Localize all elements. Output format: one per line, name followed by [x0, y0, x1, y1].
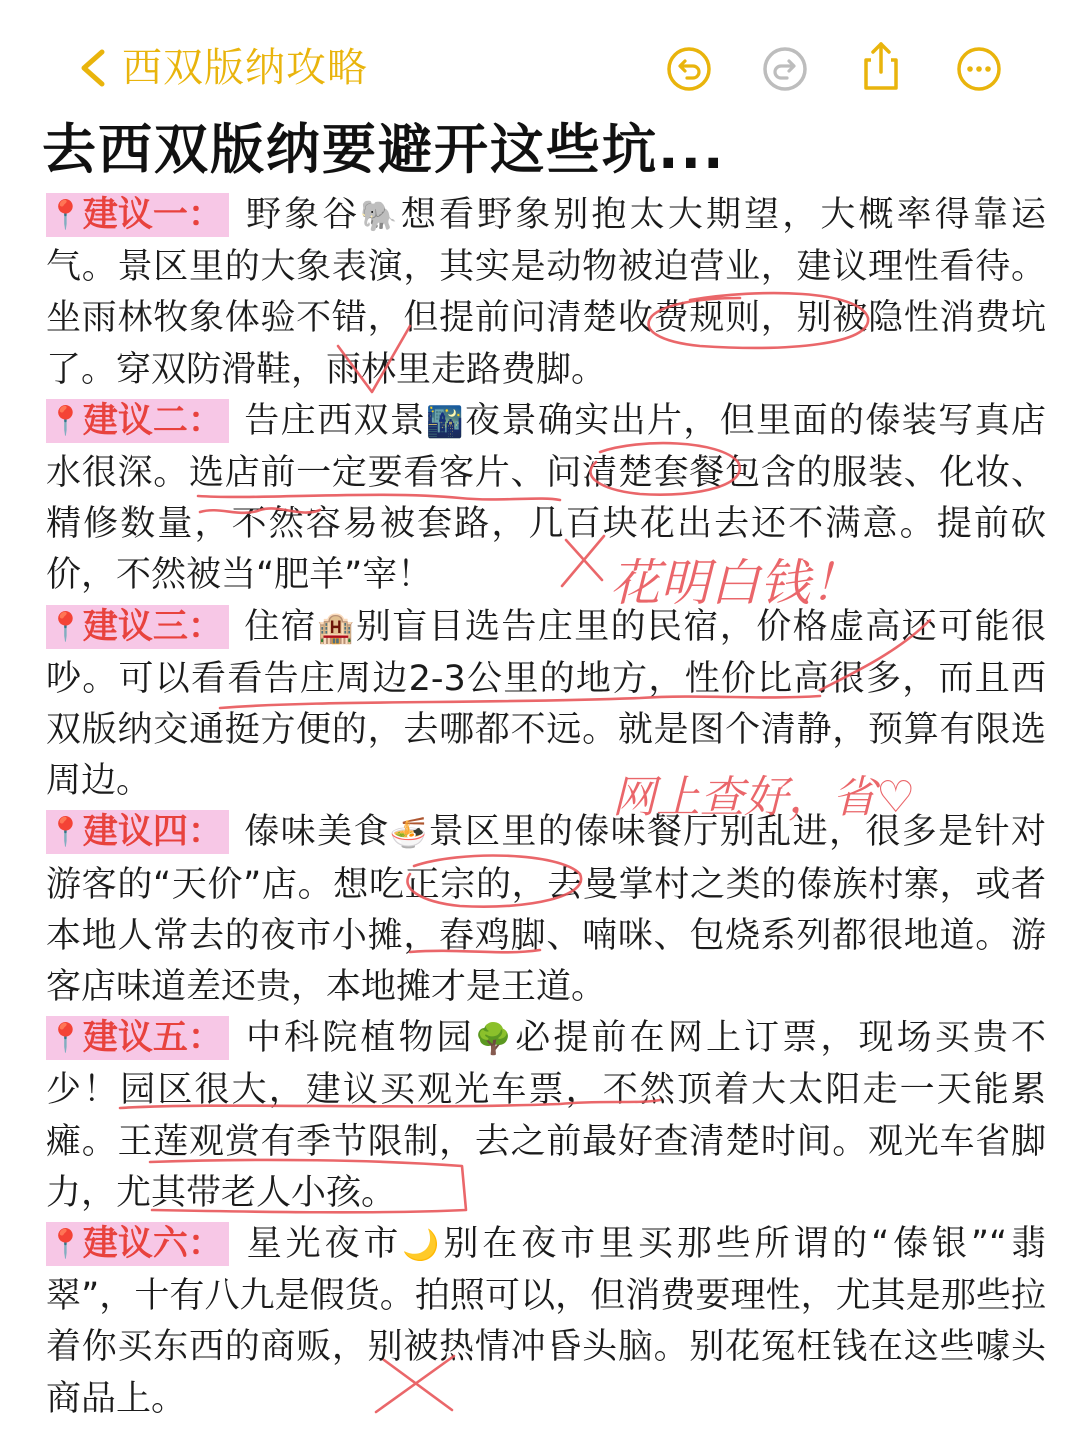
tip-heading: 📍建议四：	[46, 810, 229, 854]
tip-3: 📍建议三： 住宿🏨别盲目选告庄里的民宿，价格虚高还可能很吵。可以看看告庄周边2-3公里的地方，性价比高很多，而且西双版纳交通挺方便的，去哪都不远。就是图个清静，预算有限选周边。	[46, 606, 1046, 802]
tree-icon: 🌳	[474, 1022, 516, 1058]
more-icon	[956, 46, 1002, 92]
tip-2: 📍建议二： 告庄西双景🌃夜景确实出片，但里面的傣装写真店水很深。选店前一定要看客片、问清楚套餐包含的服装、化妆、精修数量，不然容易被套路，几百块花出去还不满意。提前砍价，不然被当“肥羊”宰！	[46, 400, 1046, 596]
share-icon	[858, 40, 904, 92]
crescent-moon-icon: 🌙	[402, 1228, 444, 1264]
tip-heading: 📍建议一：	[46, 193, 229, 237]
back-button[interactable]	[72, 40, 368, 96]
undo-icon	[666, 46, 712, 92]
pin-icon: 📍	[48, 403, 83, 437]
back-label: 西双版纳攻略	[122, 45, 368, 91]
tip-5: 📍建议五： 中科院植物园🌳必提前在网上订票，现场买贵不少！园区很大，建议买观光车票，不然顶着大太阳走一天能累瘫。王莲观赏有季节限制，去之前最好查清楚时间。观光车省脚力，尤其带老人小孩。	[46, 1018, 1046, 1213]
note-title: 去西双版纳要避开这些坑...	[42, 118, 726, 181]
tip-heading: 📍建议二：	[46, 399, 229, 443]
hotel-icon: 🏨	[317, 610, 356, 646]
share-button[interactable]	[858, 40, 904, 86]
redo-button[interactable]	[762, 46, 808, 92]
tip-heading: 📍建议三：	[46, 605, 229, 649]
redo-icon	[762, 46, 808, 92]
noodle-bowl-icon: 🍜	[389, 816, 429, 852]
chevron-left-icon	[72, 40, 114, 96]
pen-note-book-online: 网上查好，省♡	[612, 773, 916, 822]
tip-4: 📍建议四： 傣味美食🍜景区里的傣味餐厅别乱进，很多是针对游客的“天价”店。想吃正宗的，去曼掌村之类的傣族村寨，或者本地人常去的夜市小摊，舂鸡脚、喃咪、包烧系列都很地道。游客店味道差还贵，本地摊才是王道。	[46, 812, 1046, 1008]
tip-6: 📍建议六： 星光夜市🌙别在夜市里买那些所谓的“傣银”“翡翠”，十有八九是假货。拍照可以，但消费要理性，尤其是那些拉着你买东西的商贩，别被热情冲昏头脑。别花冤枉钱在这些噱头商品上。	[46, 1224, 1046, 1419]
pin-icon: 📍	[48, 815, 83, 849]
pen-note-smart-spending: 花明白钱！	[610, 555, 860, 611]
undo-button[interactable]	[666, 46, 712, 92]
pin-icon: 📍	[48, 198, 83, 231]
night-city-icon: 🌃	[426, 404, 466, 440]
pin-icon: 📍	[48, 1021, 83, 1055]
tip-1: 📍建议一： 野象谷🐘想看野象别抱太大期望，大概率得靠运气。景区里的大象表演，其实是动物被迫营业，建议理性看待。坐雨林牧象体验不错，但提前问清楚收费规则，别被隐性消费坑了。穿双防滑鞋，雨林里走路费脚。	[46, 195, 1046, 390]
pin-icon: 📍	[48, 609, 83, 643]
more-button[interactable]	[956, 46, 1002, 92]
top-bar	[0, 0, 1080, 120]
pin-icon: 📍	[48, 1227, 83, 1261]
tip-heading: 📍建议五：	[46, 1016, 229, 1060]
elephant-icon: 🐘	[360, 199, 401, 234]
tip-heading: 📍建议六：	[46, 1222, 229, 1266]
note-body[interactable]	[46, 190, 1046, 1425]
